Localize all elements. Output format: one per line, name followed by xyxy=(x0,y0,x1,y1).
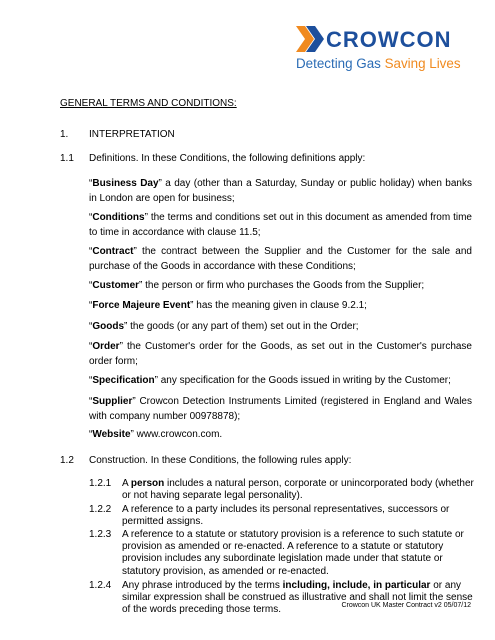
rule-text xyxy=(122,478,477,502)
rule-text-bold: person xyxy=(130,478,165,489)
definition-term: Business Day xyxy=(92,178,159,189)
definition-term: Contract xyxy=(92,246,134,257)
definition-item: “Order” the Customer's order for the Goods, as set out in the Customer's purchase order form; xyxy=(89,341,472,367)
definition-term: Conditions xyxy=(92,212,145,223)
definition-text: a day (other than a Saturday, Sunday or public holiday) when banks in London are open for business; xyxy=(89,178,472,204)
rule-text-bold: including, include, in particular xyxy=(282,580,431,591)
crowcon-chevron-icon xyxy=(296,26,324,52)
definition-text: the contract between the Supplier and the Customer for the sale and purchase of the Goods in accordance with these Conditions; xyxy=(89,246,472,272)
definition-item: “Goods” the goods (or any part of them) set out in the Order; xyxy=(89,321,359,332)
rule-text-pre: A reference to a party includes its personal representatives, successors or permitted assigns. xyxy=(122,504,450,528)
definition-text: the person or firm who purchases the Goods from the Supplier; xyxy=(142,280,425,291)
definition-term: Force Majeure Event xyxy=(92,300,191,311)
definition-term: Website xyxy=(92,429,131,440)
section-number: 1. xyxy=(60,129,69,140)
rule-number: 1.2.3 xyxy=(89,529,112,540)
definition-item: “Customer” the person or firm who purchases the Goods from the Supplier; xyxy=(89,280,425,291)
clause-text: Definitions. In these Conditions, the following definitions apply: xyxy=(89,153,366,164)
rule-text xyxy=(122,504,477,528)
definition-item: “Business Day” a day (other than a Saturday, Sunday or public holiday) when banks in London are open for business; xyxy=(89,178,472,204)
section-title: INTERPRETATION xyxy=(89,129,175,140)
rule-number: 1.2.4 xyxy=(89,580,112,591)
tagline-blue: Detecting Gas xyxy=(296,56,381,71)
crowcon-logo xyxy=(296,25,471,75)
definition-text: www.crowcon.com. xyxy=(133,429,223,440)
definition-text: the terms and conditions set out in this document as amended from time to time in accordance with clause 11.5; xyxy=(89,212,472,238)
rule-text-pre: A reference to a statute or statutory provision is a reference to such statute or provision as amended or re-enacted. A reference to a statute or statutory provision includes any subordinate legislation made under that statute or statutory provision, as amended or re-enacted. xyxy=(122,529,464,577)
definition-item: “Conditions” the terms and conditions set out in this document as amended from time to time in accordance with clause 11.5; xyxy=(89,212,472,238)
definition-term: Order xyxy=(92,341,120,352)
definition-item: “Force Majeure Event” has the meaning given in clause 9.2.1; xyxy=(89,300,367,311)
definition-term: Customer xyxy=(92,280,140,291)
definition-text: the goods (or any part of them) set out in the Order; xyxy=(127,321,359,332)
logo-tagline xyxy=(296,56,461,71)
logo-wordmark: CROWCON xyxy=(326,27,452,52)
definition-term: Goods xyxy=(92,321,125,332)
definition-text: has the meaning given in clause 9.2.1; xyxy=(193,300,367,311)
clause-number: 1.1 xyxy=(60,153,74,164)
definition-term: Supplier xyxy=(92,396,133,407)
definition-text: any specification for the Goods issued in writing by the Customer; xyxy=(157,375,451,386)
rule-text xyxy=(122,529,477,578)
definition-item: “Specification” any specification for the Goods issued in writing by the Customer; xyxy=(89,375,451,386)
rule-number: 1.2.2 xyxy=(89,504,112,515)
definition-item: “Contract” the contract between the Supplier and the Customer for the sale and purchase of the Goods in accordance with these Conditions; xyxy=(89,246,472,272)
clause-text: Construction. In these Conditions, the following rules apply: xyxy=(89,455,352,466)
rule-text-pre: Any phrase introduced by the terms xyxy=(122,580,283,591)
clause-number: 1.2 xyxy=(60,455,74,466)
definition-item: “Supplier” Crowcon Detection Instruments Limited (registered in England and Wales with company number 00978878); xyxy=(89,396,472,422)
document-title: GENERAL TERMS AND CONDITIONS: xyxy=(60,98,237,109)
definition-term: Specification xyxy=(92,375,155,386)
definition-text: the Customer's order for the Goods, as set out in the Customer's purchase order form; xyxy=(89,341,472,367)
tagline-orange: Saving Lives xyxy=(384,56,461,71)
rule-text xyxy=(122,580,477,617)
rule-text-pre: A xyxy=(122,478,131,489)
rule-number: 1.2.1 xyxy=(89,478,112,489)
definition-text: Crowcon Detection Instruments Limited (registered in England and Wales with company number 00978878); xyxy=(89,396,472,422)
rule-text-post: or any similar expression shall be construed as illustrative and shall not limit the sense of the words preceding those terms. xyxy=(122,580,473,616)
definition-item: “Website” www.crowcon.com. xyxy=(89,429,223,440)
page-footer: Crowcon UK Master Contract v2 05/07/12 xyxy=(341,602,471,609)
rule-text-post: includes a natural person, corporate or unincorporated body (whether or not having separate legal personality). xyxy=(122,478,474,502)
